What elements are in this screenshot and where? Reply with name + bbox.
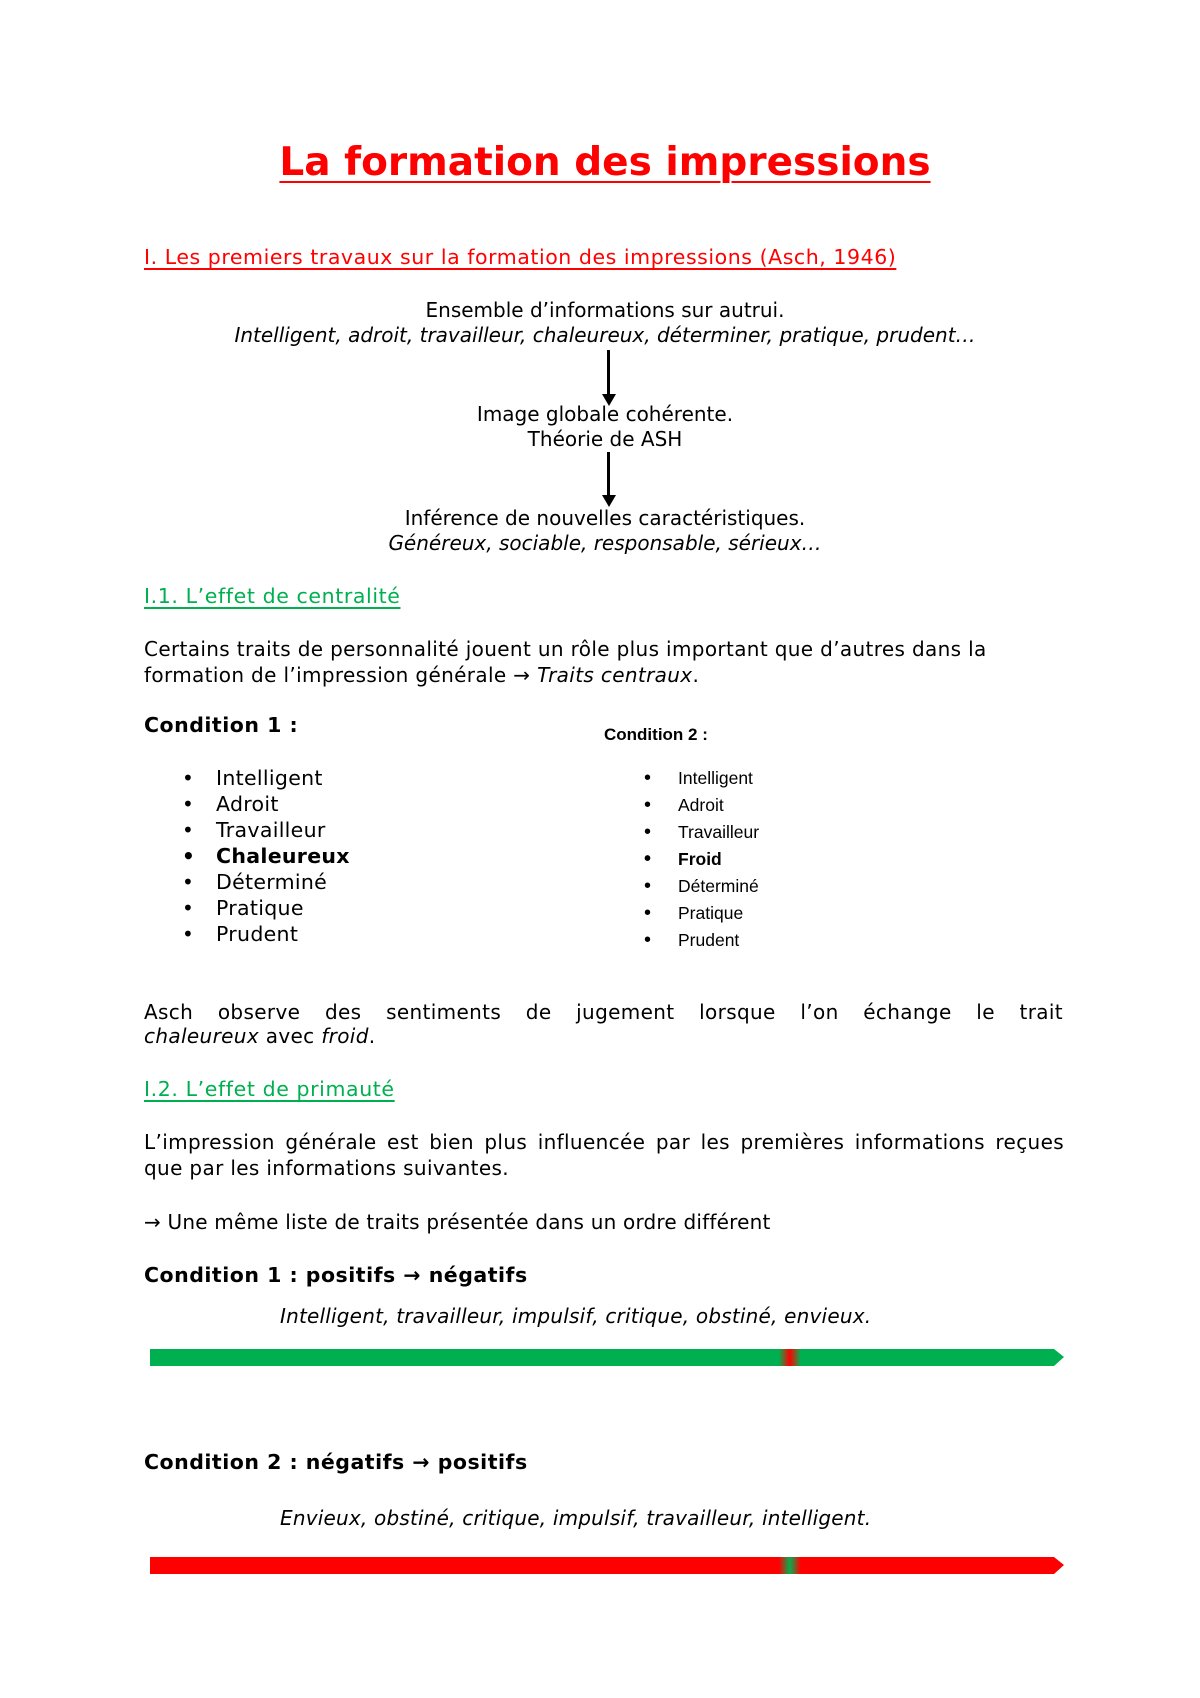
central-traits-term: Traits centraux [537,663,693,687]
list-item-highlight: • Chaleureux [144,843,350,869]
flow-box-3-line-2: Généreux, sociable, responsable, sérieux… [388,531,822,555]
list-item: • Déterminé [144,869,350,895]
list-item: • Travailleur [144,817,350,843]
list-item: • Prudent [604,927,759,954]
centrality-conclusion-line-1: Asch observe des sentiments de jugement lorsque l’on échange le trait [144,1000,1063,1024]
primacy-note: → Une même liste de traits présentée dans un ordre différent [144,1210,771,1234]
list-item: • Pratique [144,895,350,921]
centrality-conclusion-line-2: chaleureux avec froid. [144,1024,376,1048]
primacy-text: L’impression générale est bien plus influencée par les premières informations reçues que par les informations suivantes. [144,1130,1064,1180]
list-item: • Déterminé [604,873,759,900]
condition-1-list [144,765,350,947]
section-heading-1-2: I.2. L’effet de primauté [144,1077,395,1101]
list-item: • Travailleur [604,819,759,846]
gradient-bar-1-shape [150,1349,1064,1366]
flow-box-2-line-2: Théorie de ASH [527,427,683,451]
centrality-paragraph: Certains traits de personnalité jouent un rôle plus important que d’autres dans la formation de l’impression générale → Traits centraux. [144,637,987,687]
gradient-bar-2 [150,1553,1070,1577]
right-arrow-icon: → [403,1263,422,1287]
condition-2-list [604,765,759,954]
condition-2-label: Condition 2 : [604,725,708,744]
section-heading-1-1: I.1. L’effet de centralité [144,584,401,608]
list-item: • Prudent [144,921,350,947]
flow-box-3-line-1: Inférence de nouvelles caractéristiques. [404,506,806,530]
list-item: • Adroit [144,791,350,817]
flow-box-1-line-1: Ensemble d’informations sur autrui. [425,298,785,322]
condition-1-label: Condition 1 : [144,713,299,737]
list-item: • Pratique [604,900,759,927]
primacy-paragraph [144,1129,1064,1181]
primacy-condition-2-traits: Envieux, obstiné, critique, impulsif, travailleur, intelligent. [280,1506,872,1530]
trait-cold: froid [321,1024,369,1048]
right-arrow-icon: → [144,1210,161,1234]
right-arrow-icon: → [412,1450,431,1474]
page-title: La formation des impressions [279,140,931,185]
list-item: • Adroit [604,792,759,819]
primacy-condition-2-label: Condition 2 : négatifs → positifs [144,1450,528,1474]
right-arrow-icon: → [513,663,531,687]
section-heading-1: I. Les premiers travaux sur la formation des impressions (Asch, 1946) [144,245,897,269]
list-item: • Intelligent [604,765,759,792]
flow-box-2-line-1: Image globale cohérente. [476,402,734,426]
primacy-condition-1-label: Condition 1 : positifs → négatifs [144,1263,528,1287]
gradient-bar-1 [150,1345,1070,1369]
primacy-condition-1-traits: Intelligent, travailleur, impulsif, critique, obstiné, envieux. [280,1304,872,1328]
trait-warm: chaleureux [144,1024,260,1048]
centrality-text: Certains traits de personnalité jouent un rôle plus important que d’autres dans la formation de l’impression générale [144,637,987,687]
gradient-bar-2-shape [150,1557,1064,1574]
flow-box-1-line-2: Intelligent, adroit, travailleur, chaleureux, déterminer, pratique, prudent… [234,323,976,347]
list-item-highlight: • Froid [604,846,759,873]
list-item: • Intelligent [144,765,350,791]
